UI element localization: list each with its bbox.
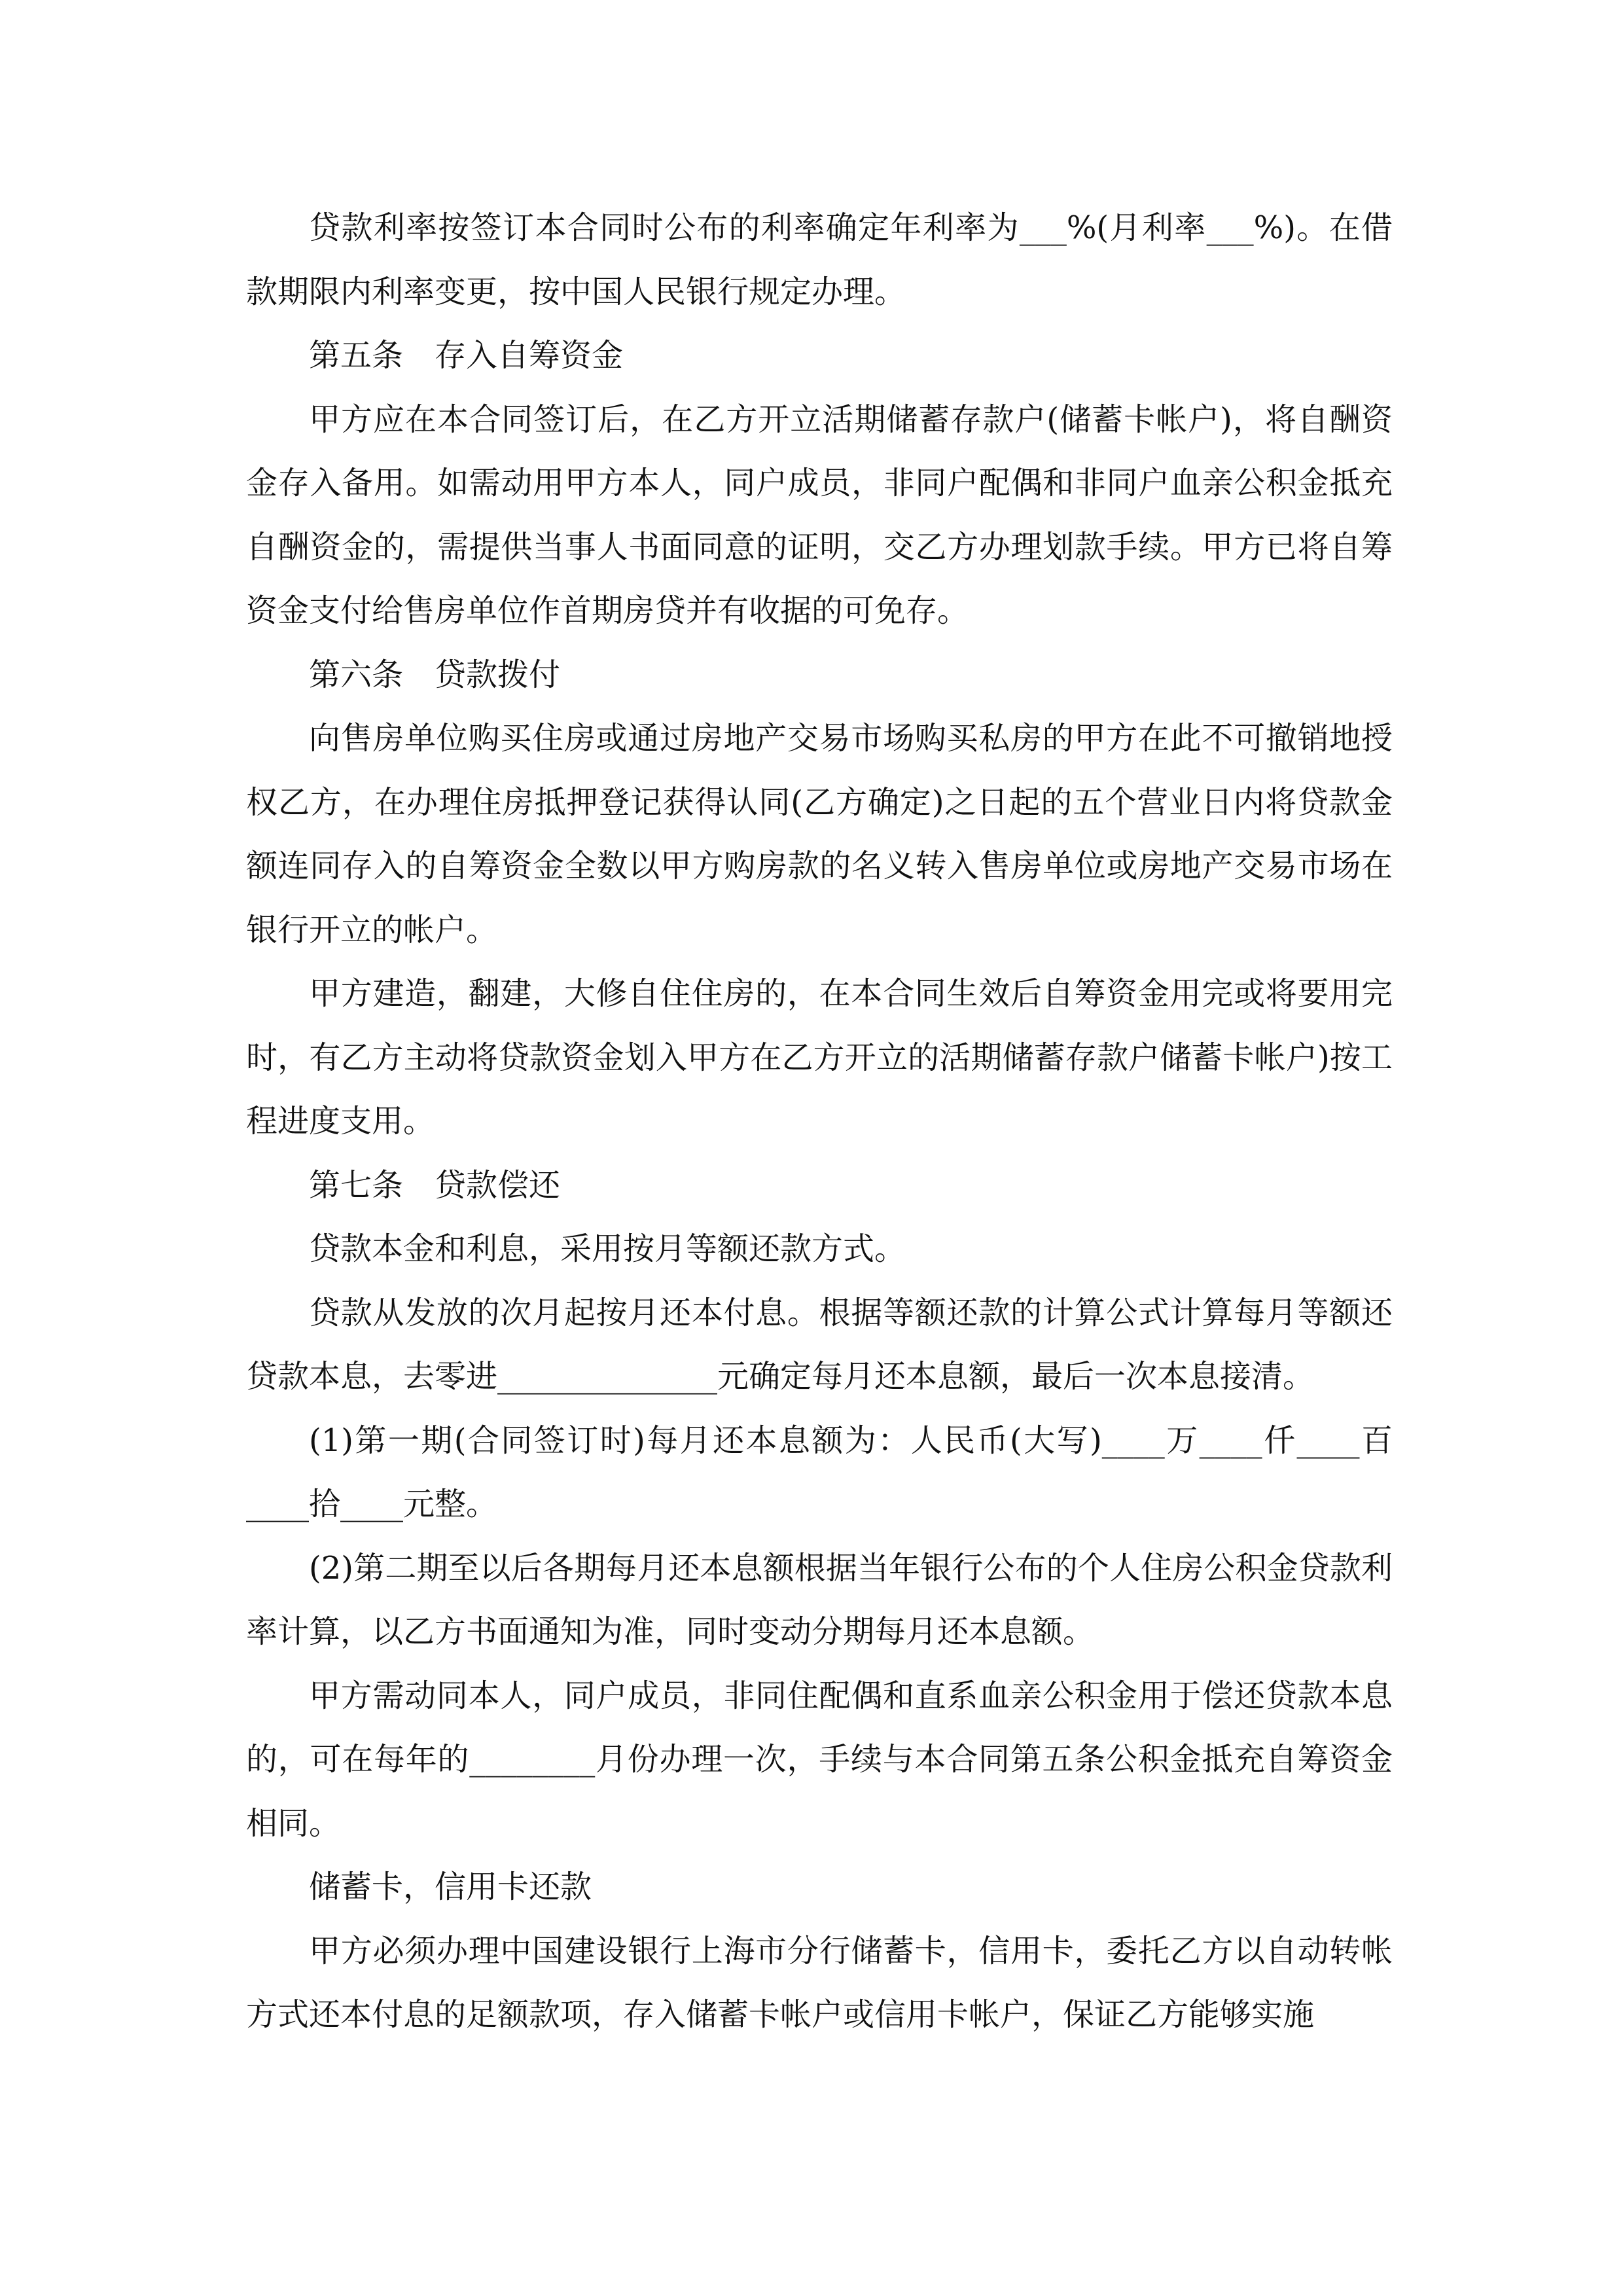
paragraph-provident-fund-repayment: 甲方需动同本人，同户成员，非同住配偶和直系血亲公积金用于偿还贷款本息的，可在每年的________月份办理一次，手续与本合同第五条公积金抵充自筹资金相同。 <box>246 1677 1393 1842</box>
paragraph-monthly-repayment: 贷款从发放的次月起按月还本付息。根据等额还款的计算公式计算每月等额还贷款本息，去零进______________元确定每月还本息额，最后一次本息接清。 <box>246 1294 1393 1395</box>
heading-article-5: 第五条 存入自筹资金 <box>309 337 624 374</box>
paragraph-card-repayment: 甲方必须办理中国建设银行上海市分行储蓄卡，信用卡，委托乙方以自动转帐方式还本付息的足额款项，存入储蓄卡帐户或信用卡帐户，保证乙方能够实施 <box>246 1932 1393 2033</box>
paragraph-interest-rate: 贷款利率按签订本合同时公布的利率确定年利率为___%(月利率___%)。在借款期限内利率变更，按中国人民银行规定办理。 <box>246 209 1393 310</box>
heading-article-7: 第七条 贷款偿还 <box>309 1166 561 1204</box>
paragraph-second-period-amount: (2)第二期至以后各期每月还本息额根据当年银行公布的个人住房公积金贷款利率计算，以乙方书面通知为准，同时变动分期每月还本息额。 <box>246 1549 1393 1650</box>
paragraph-first-period-amount: (1)第一期(合同签订时)每月还本息额为：人民币(大写)____万____仟____百____拾____元整。 <box>246 1422 1393 1522</box>
heading-article-6: 第六条 贷款拨付 <box>309 656 561 693</box>
heading-card-repayment: 储蓄卡，信用卡还款 <box>309 1869 592 1905</box>
paragraph-self-build-disbursement: 甲方建造，翻建，大修自住住房的，在本合同生效后自筹资金用完或将要用完时，有乙方主动将贷款资金划入甲方在乙方开立的活期储蓄存款户储蓄卡帐户)按工程进度支用。 <box>246 975 1393 1139</box>
paragraph-loan-disbursement: 向售房单位购买住房或通过房地产交易市场购买私房的甲方在此不可撤销地授权乙方，在办理住房抵押登记获得认同(乙方确定)之日起的五个营业日内将贷款金额连同存入的自筹资金全数以甲方购房款的名义转入售房单位或房地产交易市场在银行开立的帐户。 <box>246 720 1393 948</box>
document-body <box>246 196 1393 2047</box>
paragraph-repayment-method: 贷款本金和利息，采用按月等额还款方式。 <box>309 1230 906 1267</box>
paragraph-deposit-own-funds: 甲方应在本合同签订后，在乙方开立活期储蓄存款户(储蓄卡帐户)，将自酬资金存入备用。如需动用甲方本人，同户成员，非同户配偶和非同户血亲公积金抵充自酬资金的，需提供当事人书面同意的证明，交乙方办理划款手续。甲方已将自筹资金支付给售房单位作首期房贷并有收据的可免存。 <box>246 401 1393 629</box>
